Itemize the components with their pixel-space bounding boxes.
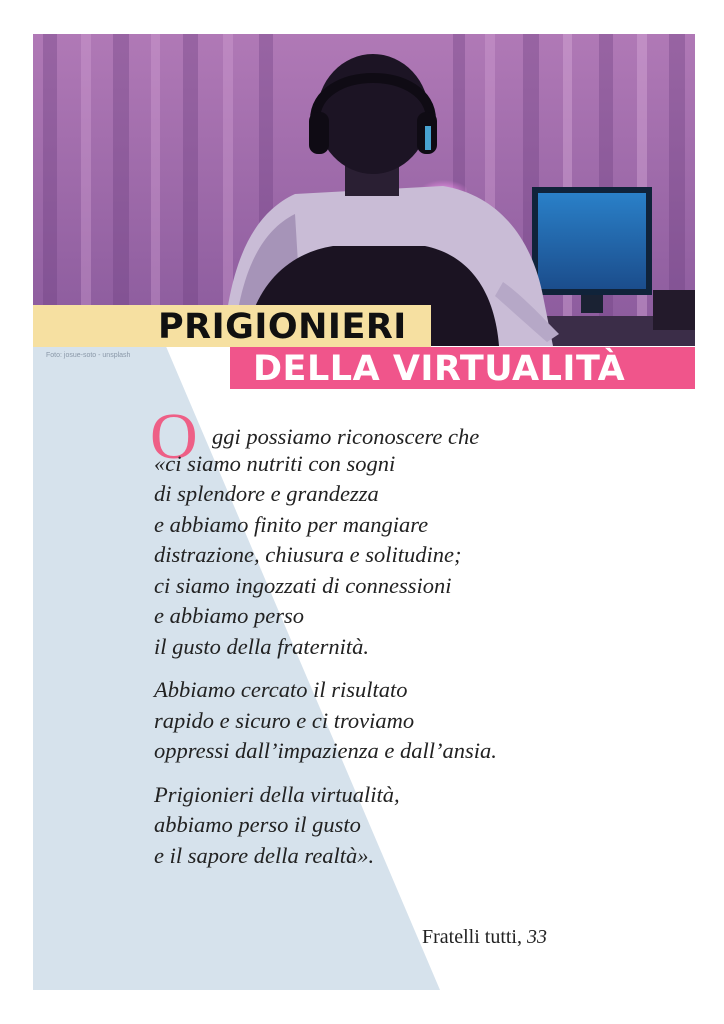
quote-stanza-3 bbox=[154, 780, 694, 872]
photo-credit: Foto: josue-soto - unsplash bbox=[46, 352, 131, 359]
quote-line: Prigionieri della virtualità, bbox=[154, 781, 400, 807]
quote-source bbox=[422, 926, 547, 949]
source-title: Fratelli tutti, bbox=[422, 926, 527, 948]
quote-line: Abbiamo cercato il risultato bbox=[154, 677, 408, 702]
quote-line: ggi possiamo riconoscere che bbox=[212, 424, 480, 449]
quote-line: e abbiamo finito per mangiare bbox=[154, 511, 429, 537]
quote-line: abbiamo perso il gusto bbox=[154, 812, 361, 837]
quote-line: «ci siamo nutriti con sogni bbox=[154, 450, 396, 476]
quote-line: e abbiamo perso bbox=[154, 603, 304, 628]
header-photo bbox=[33, 34, 695, 346]
source-number: 33 bbox=[527, 926, 547, 948]
quote-line: e il sapore della realtà». bbox=[154, 842, 375, 868]
quote-line: il gusto della fraternità. bbox=[154, 633, 370, 659]
quote-line: ci siamo ingozzati di connessioni bbox=[154, 572, 452, 598]
quote-line: di splendore e grandezza bbox=[154, 481, 379, 506]
title-line-1: PRIGIONIERI bbox=[158, 307, 407, 347]
quote-text bbox=[154, 418, 694, 884]
quote-stanza-2 bbox=[154, 675, 694, 767]
drop-cap: O bbox=[150, 400, 198, 473]
quote-line: oppressi dall’impazienza e dall’ansia. bbox=[154, 738, 497, 763]
quote-line: distrazione, chiusura e solitudine; bbox=[154, 542, 462, 567]
title-line-2: DELLA VIRTUALITÀ bbox=[253, 349, 626, 389]
quote-line: rapido e sicuro e ci troviamo bbox=[154, 707, 415, 733]
quote-stanza-1 bbox=[154, 418, 694, 662]
